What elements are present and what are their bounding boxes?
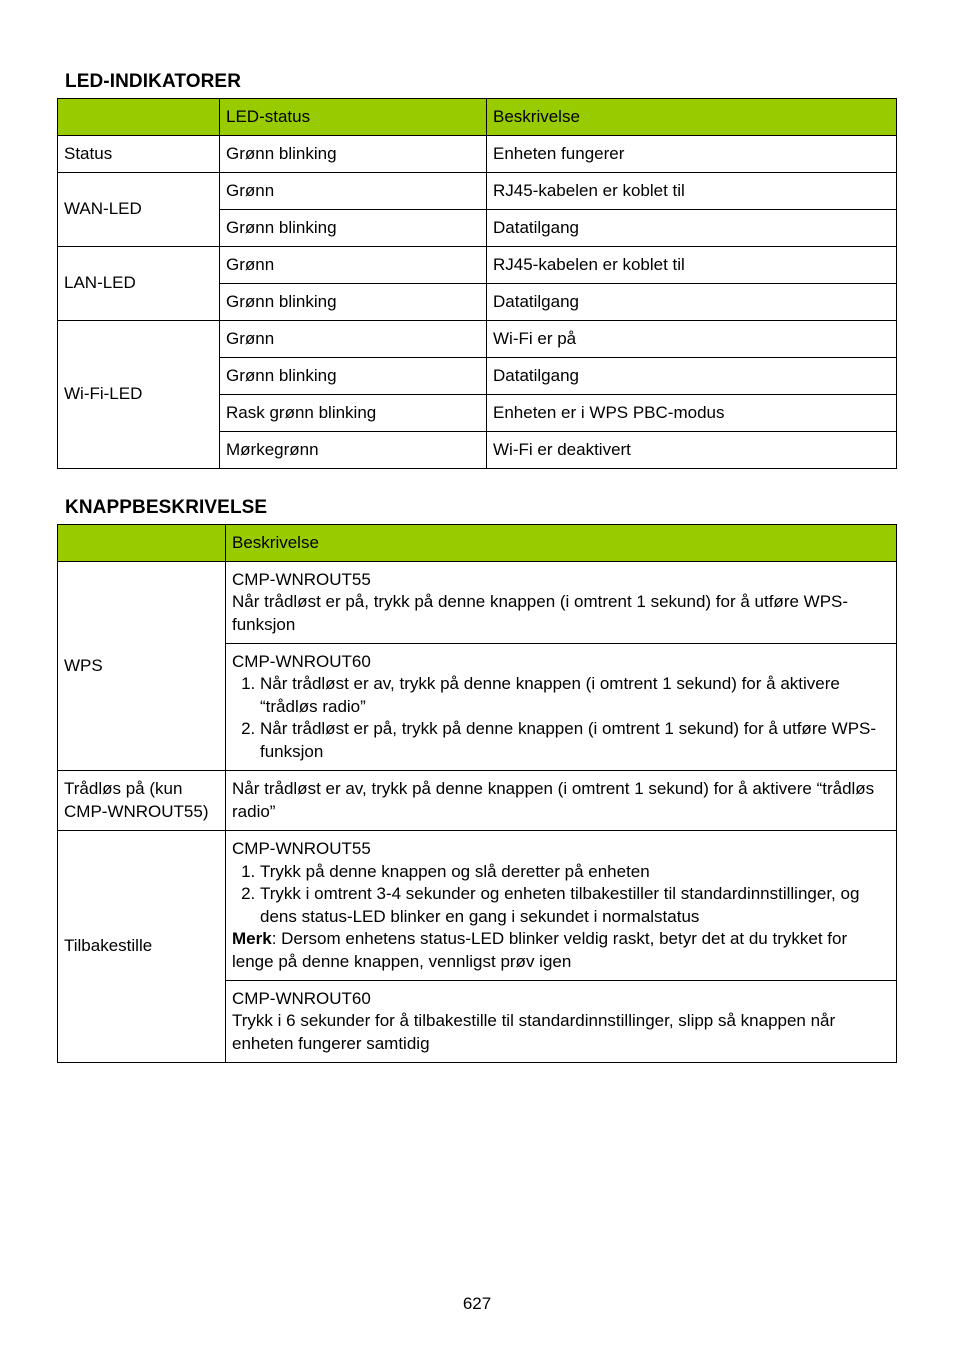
led-description: RJ45-kabelen er koblet til <box>487 247 897 284</box>
led-state: Grønn <box>220 173 487 210</box>
note <box>232 928 890 973</box>
row-label-wifi-led: Wi-Fi-LED <box>58 321 220 469</box>
led-state: Grønn blinking <box>220 358 487 395</box>
led-state: Grønn blinking <box>220 284 487 321</box>
model-name: CMP-WNROUT60 <box>232 988 371 1008</box>
led-description: Wi-Fi er deaktivert <box>487 432 897 469</box>
button-table-header <box>58 525 897 562</box>
steps-list <box>232 673 890 763</box>
led-state: Grønn blinking <box>220 210 487 247</box>
description-text: Når trådløst er på, trykk på denne knappen (i omtrent 1 sekund) for å utføre WPS-funksjon <box>232 592 849 634</box>
led-description: Enheten fungerer <box>487 136 897 173</box>
led-state: Mørkegrønn <box>220 432 487 469</box>
row-label-wps: WPS <box>58 562 226 771</box>
model-name: CMP-WNROUT60 <box>232 651 371 671</box>
led-section-title: LED-INDIKATORER <box>65 71 242 92</box>
model-name: CMP-WNROUT55 <box>232 839 371 858</box>
header-description: Beskrivelse <box>487 99 897 136</box>
table-row <box>58 562 897 644</box>
wps-cmp55-cell <box>226 562 897 644</box>
reset-cmp55-cell <box>226 831 897 981</box>
reset-cmp60-cell <box>226 981 897 1063</box>
list-item: 2. Trykk i omtrent 3-4 sekunder og enheten tilbakestiller til standardinnstillinger, og dens status-LED blinker en gang i sekundet i normalstatus <box>260 883 890 928</box>
table-row <box>58 247 897 284</box>
row-label-status: Status <box>58 136 220 173</box>
led-description: Wi-Fi er på <box>487 321 897 358</box>
table-row <box>58 136 897 173</box>
list-item: 1. Trykk på denne knappen og slå deretter på enheten <box>260 861 890 884</box>
row-label-lan-led: LAN-LED <box>58 247 220 321</box>
steps-list <box>232 861 890 929</box>
note-label: Merk <box>232 929 272 948</box>
table-row <box>58 831 897 981</box>
button-table <box>57 524 897 1063</box>
led-table-header <box>58 99 897 136</box>
table-row <box>58 173 897 210</box>
list-item: 1. Når trådløst er av, trykk på denne knappen (i omtrent 1 sekund) for å aktivere “trådløs radio” <box>260 673 890 718</box>
led-description: Enheten er i WPS PBC-modus <box>487 395 897 432</box>
list-item: 2. Når trådløst er på, trykk på denne knappen (i omtrent 1 sekund) for å utføre WPS-funksjon <box>260 718 890 763</box>
led-description: Datatilgang <box>487 284 897 321</box>
row-label-wireless-on: Trådløs på (kun CMP-WNROUT55) <box>58 771 226 831</box>
header-led-status: LED-status <box>220 99 487 136</box>
note-text: : Dersom enhetens status-LED blinker veldig raskt, betyr det at du trykket for lenge på denne knappen, vennligst prøv igen <box>232 929 848 971</box>
description-text: Trykk i 6 sekunder for å tilbakestille til standardinnstillinger, slipp så knappen når enheten fungerer samtidig <box>232 1011 836 1053</box>
header-empty <box>58 525 226 562</box>
header-description: Beskrivelse <box>226 525 897 562</box>
row-label-wan-led: WAN-LED <box>58 173 220 247</box>
led-state: Grønn blinking <box>220 136 487 173</box>
led-state: Grønn <box>220 321 487 358</box>
header-empty <box>58 99 220 136</box>
button-section-title: KNAPPBESKRIVELSE <box>65 497 268 518</box>
led-description: Datatilgang <box>487 210 897 247</box>
led-description: RJ45-kabelen er koblet til <box>487 173 897 210</box>
model-name: CMP-WNROUT55 <box>232 569 371 589</box>
wps-cmp60-cell <box>226 644 897 771</box>
led-table <box>57 98 897 469</box>
page-number: 627 <box>462 1294 492 1313</box>
led-description: Datatilgang <box>487 358 897 395</box>
led-state: Rask grønn blinking <box>220 395 487 432</box>
table-row <box>58 771 897 831</box>
description-text: Når trådløst er av, trykk på denne knappen (i omtrent 1 sekund) for å aktivere “trådløs radio” <box>226 771 897 831</box>
row-label-reset: Tilbakestille <box>58 831 226 1063</box>
led-state: Grønn <box>220 247 487 284</box>
table-row <box>58 321 897 358</box>
